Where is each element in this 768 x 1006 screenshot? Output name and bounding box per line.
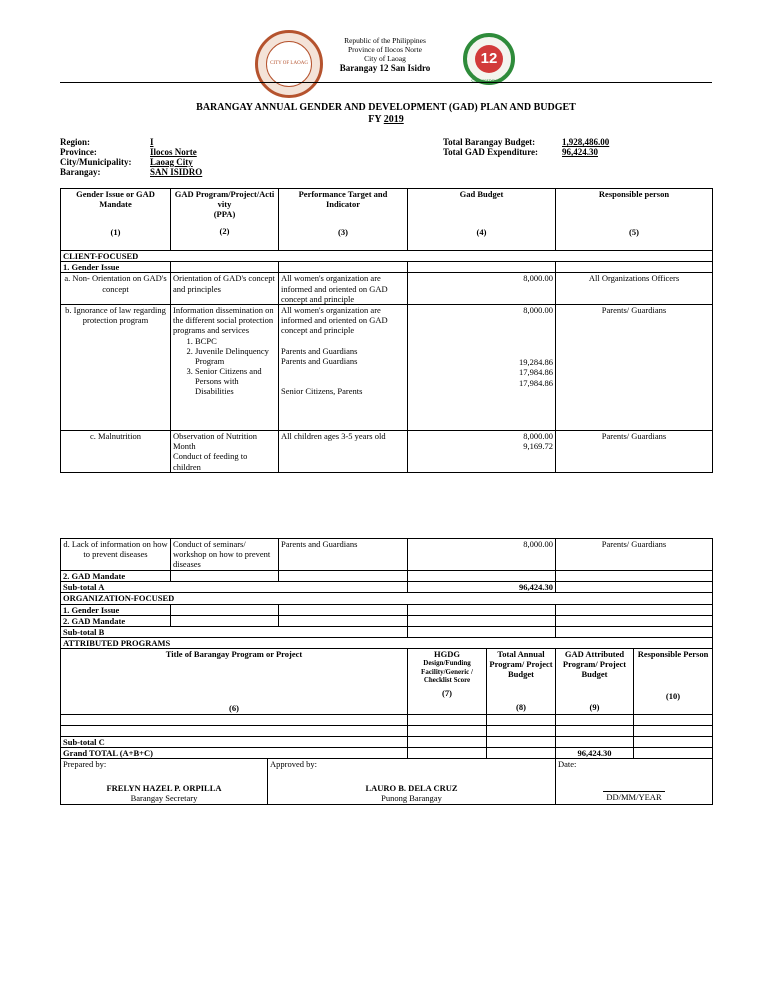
barangay-seal-caption: SAN ISIDRO (471, 80, 499, 85)
list-item: 3. Senior Citizens and Persons with Disabilities (195, 366, 276, 397)
col5-title: Responsible person (598, 189, 670, 199)
ppa-c (171, 430, 279, 472)
person-d: Parents/ Guardians (556, 539, 713, 571)
date-cell (556, 759, 713, 805)
prepared-by-title: Barangay Secretary (130, 793, 198, 804)
fiscal-year (60, 114, 712, 126)
col7-title: HGDG (434, 649, 460, 659)
total-budget-value: 1,928,486.00 (562, 137, 610, 147)
province-value: Ilocos Norte (150, 147, 197, 157)
grand-total-value: 96,424.30 (556, 748, 634, 759)
target-b-2: Parents and Guardians (281, 345, 358, 356)
client-focused-heading: CLIENT-FOCUSED (61, 251, 713, 262)
issue-c: c. Malnutrition (61, 430, 171, 472)
table-row (61, 626, 713, 637)
col1-title: Gender Issue or GAD Mandate (76, 189, 155, 210)
target-b (279, 304, 408, 430)
letterhead-line4: Barangay 12 San Isidro (339, 63, 431, 73)
list-item: 2. Juvenile Delinquency Program (195, 346, 276, 366)
city-label: City/Municipality: (60, 157, 132, 167)
target-b-3: Parents and Guardians (281, 355, 358, 366)
col3-number: (3) (338, 227, 348, 238)
gad-plan-table (60, 188, 713, 473)
col5-number: (5) (629, 227, 639, 238)
organization-focused-heading: ORGANIZATION-FOCUSED (61, 593, 713, 604)
col-header-responsible-person (634, 649, 713, 715)
budget-a: 8,000.00 (408, 273, 556, 305)
col2-title: GAD Program/Project/Activity (174, 189, 275, 210)
col-header-total-budget (487, 649, 556, 715)
col7-number: (7) (442, 688, 452, 699)
table-row (61, 304, 713, 430)
barangay-value: SAN ISIDRO (150, 167, 203, 177)
table-row (61, 582, 713, 593)
table-row (61, 726, 713, 737)
issue-d: d. Lack of information on how to prevent diseases (61, 539, 171, 571)
budget-b-2: 19,284.86 (519, 357, 553, 368)
col8-number: (8) (516, 701, 526, 712)
signature-table (60, 758, 713, 805)
issue-b: b. Ignorance of law regarding protection program (61, 304, 171, 430)
person-c: Parents/ Guardians (556, 430, 713, 472)
target-b-1: All women's organization are informed and oriented on GAD concept and principle (281, 304, 388, 336)
budget-b-4: 17,984.86 (519, 377, 553, 388)
person-b: Parents/ Guardians (556, 304, 713, 430)
col8-title: Total Annual Program/ Project Budget (489, 649, 553, 680)
letterhead-line1: Republic of the Philippines (344, 36, 426, 45)
approved-by-label: Approved by: (270, 759, 317, 769)
table-row (61, 251, 713, 262)
fiscal-year-label: FY (368, 114, 382, 125)
col-header-gender-issue (61, 189, 171, 251)
fiscal-year-value: 2019 (383, 114, 404, 125)
barangay-seal-logo (463, 33, 515, 85)
ppa-b-list (173, 336, 276, 397)
approved-by-title: Punong Barangay (381, 793, 442, 804)
budget-c-1: 8,000.00 (523, 430, 553, 441)
total-budget-label: Total Barangay Budget: (443, 137, 536, 147)
subtotal-c-label: Sub-total C (61, 737, 408, 748)
subtotal-a-value: 96,424.30 (408, 582, 556, 593)
barangay-seal-number: 12 (480, 50, 498, 67)
person-a: All Organizations Officers (556, 273, 713, 305)
prepared-by-name: FRELYN HAZEL P. ORPILLA (106, 783, 222, 794)
col2-subtitle: (PPA) (213, 209, 236, 220)
table-row (61, 593, 713, 604)
table-row (61, 615, 713, 626)
city-value: Laoag City (150, 157, 193, 167)
ppa-c-2: Conduct of feeding to children (173, 451, 248, 472)
gender-issue-heading: 1. Gender Issue (61, 262, 171, 273)
header-divider (60, 82, 712, 83)
attributed-header-row (61, 649, 713, 715)
letterhead-line2: Province of Ilocos Norte (348, 45, 422, 54)
col2-number: (2) (219, 225, 230, 236)
col10-number: (10) (665, 691, 681, 702)
org-gender-issue: 1. Gender Issue (61, 604, 171, 615)
ppa-c-1: Observation of Nutrition Month (173, 430, 258, 452)
attributed-programs-heading: ATTRIBUTED PROGRAMS (61, 638, 713, 649)
col-header-hgdg (408, 649, 487, 715)
col-header-ppa (171, 189, 279, 251)
col-header-attributed-budget (556, 649, 634, 715)
table-header-row (61, 189, 713, 251)
table-row (61, 715, 713, 726)
budget-b-3: 17,984.86 (519, 367, 553, 378)
col1-number: (1) (110, 227, 121, 238)
ppa-b-text: Information dissemination on the different social protection programs and services (173, 304, 274, 336)
org-gad-mandate: 2. GAD Mandate (61, 615, 171, 626)
date-format: DD/MM/YEAR (606, 792, 662, 803)
table-row (61, 539, 713, 571)
table-row (61, 262, 713, 273)
approved-by-name: LAURO B. DELA CRUZ (365, 783, 458, 794)
ppa-b (171, 304, 279, 430)
col-header-title (61, 649, 408, 715)
target-b-4: Senior Citizens, Parents (281, 385, 363, 396)
budget-c (408, 430, 556, 472)
region-label: Region: (60, 137, 90, 147)
gad-expenditure-value: 96,424.30 (562, 147, 598, 157)
letterhead (310, 36, 460, 74)
gad-mandate-heading: 2. GAD Mandate (61, 571, 171, 582)
grand-total-label: Grand TOTAL (A+B+C) (61, 748, 408, 759)
col4-title: Gad Budget (459, 189, 504, 199)
col3-title: Performance Target and Indicator (298, 189, 388, 210)
col-header-performance (279, 189, 408, 251)
gad-expenditure-label: Total GAD Expenditure: (443, 147, 539, 157)
prepared-by-label: Prepared by: (63, 759, 107, 769)
ppa-a: Orientation of GAD's concept and principles (171, 273, 279, 305)
subtotal-b-label: Sub-total B (61, 626, 408, 637)
col6-title: Title of Barangay Program or Project (165, 649, 303, 659)
region-value: I (150, 137, 154, 147)
col9-number: (9) (589, 701, 600, 712)
subtotal-a-label: Sub-total A (61, 582, 408, 593)
issue-a: a. Non- Orientation on GAD's concept (61, 273, 171, 305)
target-a: All women's organization are informed and oriented on GAD concept and principle (279, 273, 408, 305)
date-label: Date: (558, 759, 577, 769)
table-row (61, 604, 713, 615)
gad-plan-table-continued (60, 538, 713, 649)
col10-title: Responsible Person (637, 649, 709, 659)
list-item: 1. BCPC (195, 336, 276, 346)
approved-by-cell (268, 759, 556, 805)
table-row (61, 273, 713, 305)
target-d: Parents and Guardians (279, 539, 408, 571)
ppa-d: Conduct of seminars/ workshop on how to prevent diseases (171, 539, 279, 571)
letterhead-line3: City of Laoag (364, 54, 406, 63)
table-row (61, 571, 713, 582)
col9-title: GAD Attributed Program/ Project Budget (562, 649, 627, 680)
barangay-label: Barangay: (60, 167, 101, 177)
col-header-budget (408, 189, 556, 251)
signature-row (61, 759, 713, 805)
budget-d: 8,000.00 (408, 539, 556, 571)
col6-number: (6) (229, 703, 239, 714)
attributed-programs-table (60, 648, 713, 759)
budget-b (408, 304, 556, 430)
budget-b-1: 8,000.00 (523, 304, 553, 315)
province-label: Province: (60, 147, 97, 157)
budget-c-2: 9,169.72 (523, 441, 553, 452)
document-title: BARANGAY ANNUAL GENDER AND DEVELOPMENT (GAD) PLAN AND BUDGET (196, 102, 576, 113)
target-c: All children ages 3-5 years old (279, 430, 408, 472)
col7-subtitle: Design/Funding Facility/Generic / Checklist Score (421, 659, 473, 684)
table-row (61, 737, 713, 748)
col4-number: (4) (476, 227, 487, 238)
col-header-responsible (556, 189, 713, 251)
table-row (61, 430, 713, 472)
city-seal-text: CITY OF LAOAG (270, 61, 308, 66)
prepared-by-cell (61, 759, 268, 805)
